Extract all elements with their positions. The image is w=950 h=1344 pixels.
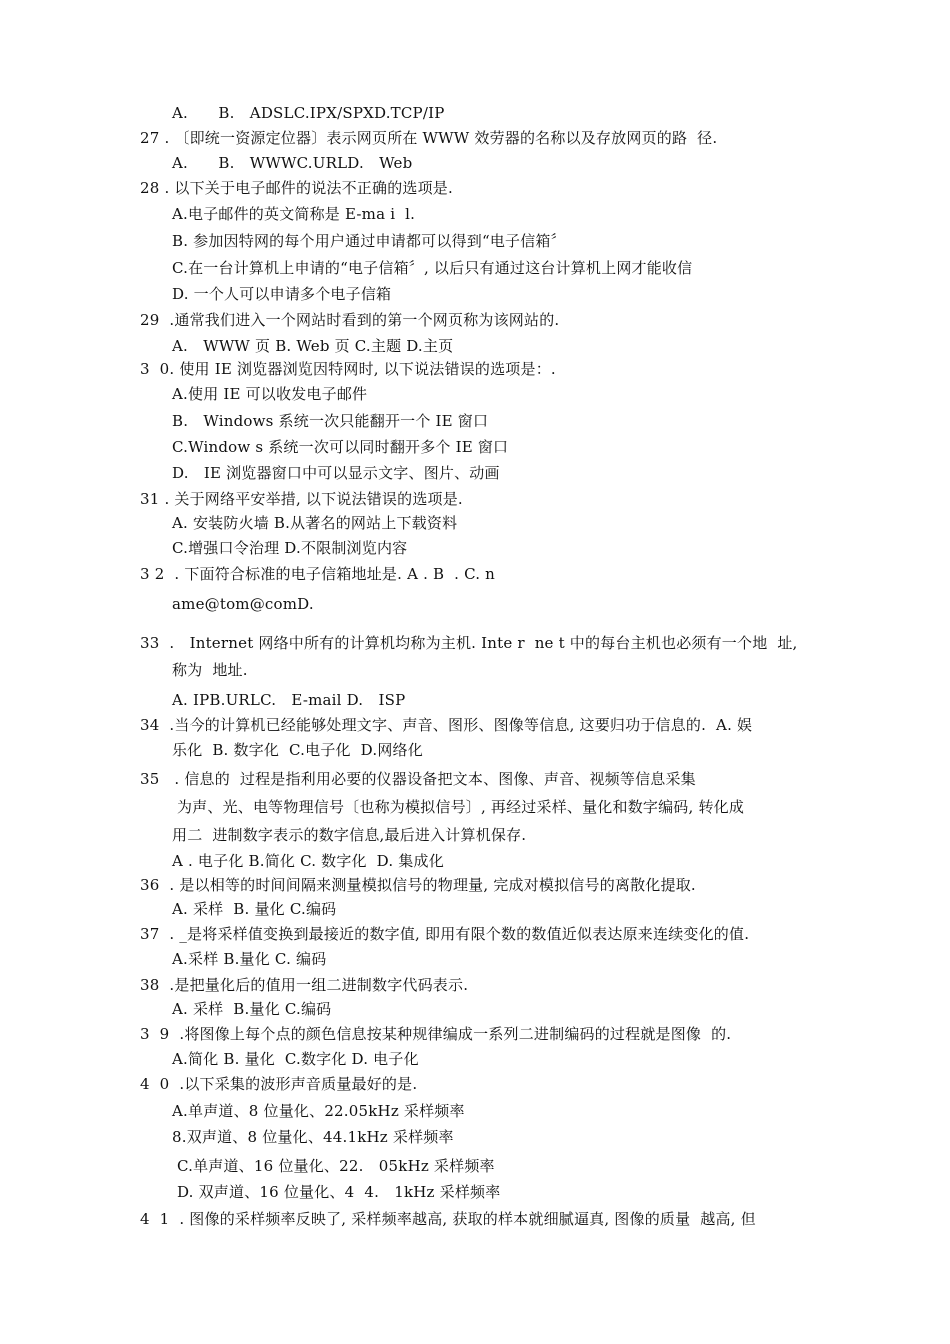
text-line: 33 . Internet 网络中所有的计算机均称为主机. Inte r ne t 中的每台主机也必须有一个地 址, — [140, 634, 798, 652]
text-line: D. 双声道、16 位量化、4 4. 1kHz 采样频率 — [172, 1183, 501, 1201]
text-line: C.单声道、16 位量化、22. 05kHz 采样频率 — [172, 1157, 495, 1175]
text-line: A.单声道、8 位量化、22.05kHz 采样频率 — [172, 1102, 465, 1120]
text-line: 35 . 信息的 过程是指利用必要的仪器设备把文本、图像、声音、视频等信息采集 — [140, 770, 696, 788]
text-line: A.简化 B. 量化 C.数字化 D. 电子化 — [172, 1050, 419, 1068]
text-line: A. 采样 B. 量化 C.编码 — [172, 900, 337, 918]
text-line: C.增强口令治理 D.不限制浏览内容 — [172, 539, 408, 557]
text-line: 38 .是把量化后的值用一组二进制数字代码表示. — [140, 976, 469, 994]
text-line: A. 采样 B.量化 C.编码 — [172, 1000, 332, 1018]
text-line: 36 . 是以相等的时间间隔来测量模拟信号的物理量, 完成对模拟信号的离散化提取. — [140, 876, 696, 894]
text-line: C.在一台计算机上申请的“电子信箱〞, 以后只有通过这台计算机上网才能收信 — [172, 259, 693, 277]
text-line: A. B. WWWC.URLD. Web — [172, 154, 413, 172]
text-line: B. 参加因特网的每个用户通过申请都可以得到“电子信箱〞 — [172, 232, 566, 250]
text-line: A.使用 IE 可以收发电子邮件 — [172, 385, 368, 403]
text-line: 3 2 . 下面符合标准的电子信箱地址是. A . B . C. n — [140, 565, 496, 583]
text-line: A.电子邮件的英文简称是 E-ma i l. — [172, 205, 416, 223]
text-line: B. Windows 系统一次只能翻开一个 IE 窗口 — [172, 412, 489, 430]
text-line: A. WWW 页 B. Web 页 C.主题 D.主页 — [172, 337, 454, 355]
text-line: 28 . 以下关于电子邮件的说法不正确的选项是. — [140, 179, 453, 197]
text-line: 称为 地址. — [172, 661, 248, 679]
text-line: 4 0 .以下采集的波形声音质量最好的是. — [140, 1075, 418, 1093]
text-line: ame@tom@comD. — [172, 595, 314, 613]
text-line: 3 0. 使用 IE 浏览器浏览因特网时, 以下说法错误的选项是：. — [140, 360, 556, 378]
text-line: 34 .当今的计算机已经能够处理文字、声音、图形、图像等信息, 这要归功于信息的. A. 娱 — [140, 716, 753, 734]
text-line: 29 .通常我们进入一个网站时看到的第一个网页称为该网站的. — [140, 311, 560, 329]
text-line: 8.双声道、8 位量化、44.1kHz 采样频率 — [172, 1128, 454, 1146]
text-line: 31 . 关于网络平安举措, 以下说法错误的选项是. — [140, 490, 463, 508]
text-line: 4 1 . 图像的采样频率反映了, 采样频率越高, 获取的样本就细腻逼真, 图像的质量 越高, 但 — [140, 1210, 756, 1228]
text-line: A. 安装防火墙 B.从著名的网站上下载资料 — [172, 514, 458, 532]
text-line: A.采样 B.量化 C. 编码 — [172, 950, 327, 968]
text-line: A. B. ADSLC.IPX/SPXD.TCP/IP — [172, 104, 445, 122]
text-line: D. 一个人可以申请多个电子信箱 — [172, 285, 392, 303]
text-line: A . 电子化 B.简化 C. 数字化 D. 集成化 — [172, 852, 444, 870]
text-line: D. IE 浏览器窗口中可以显示文字、图片、动画 — [172, 464, 500, 482]
text-line: A. IPB.URLC. E-mail D. ISP — [172, 691, 406, 709]
text-line: 37 . _是将采样值变换到最接近的数字值, 即用有限个数的数值近似表达原来连续变化的值. — [140, 925, 750, 943]
text-line: 用二 进制数字表示的数字信息,最后进入计算机保存. — [172, 826, 527, 844]
text-line: 3 9 .将图像上每个点的颜色信息按某种规律编成一系列二进制编码的过程就是图像 的. — [140, 1025, 732, 1043]
text-line: 27 . 〔即统一资源定位器〕表示网页所在 WWW 效劳器的名称以及存放网页的路 径. — [140, 129, 718, 147]
text-line: 乐化 B. 数字化 C.电子化 D.网络化 — [172, 741, 423, 759]
text-line: 为声、光、电等物理信号〔也称为模拟信号〕, 再经过采样、量化和数字编码, 转化成 — [172, 798, 745, 816]
text-line: C.Window s 系统一次可以同时翻开多个 IE 窗口 — [172, 438, 509, 456]
